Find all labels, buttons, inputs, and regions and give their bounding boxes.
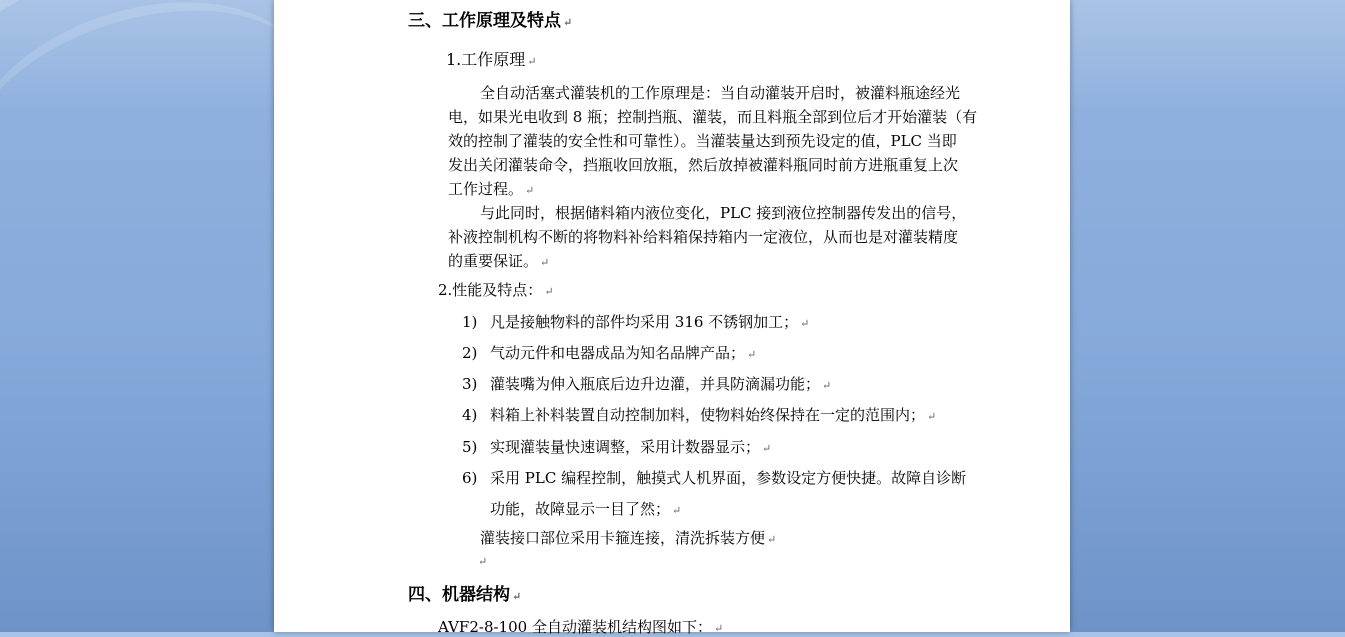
paragraph-mark-icon: ↵ [713, 622, 724, 635]
paragraph-mark-icon: ↵ [478, 555, 488, 568]
empty-paragraph [476, 551, 487, 569]
list-item: 1) 凡是接触物料的部件均采用 316 不锈钢加工； ↵ [462, 313, 810, 331]
list-item: 4) 料箱上补料装置自动控制加料，使物料始终保持在一定的范围内； ↵ [462, 406, 937, 424]
paragraph-mark-icon: ↵ [747, 348, 757, 361]
subsection-1-heading: 1.工作原理 ↵ [446, 50, 537, 69]
text-line: 发出关闭灌装命令，挡瓶收回放瓶，然后放掉被灌料瓶同时前方进瓶重复上次 [448, 156, 959, 174]
section-3-heading: 三、工作原理及特点 ↵ [408, 11, 573, 31]
list-item: 2) 气动元件和电器成品为知名品牌产品； ↵ [462, 344, 757, 362]
paragraph-mark-icon: ↵ [563, 16, 573, 29]
document-page[interactable] [274, 0, 1070, 636]
list-item: 6) 采用 PLC 编程控制，触摸式人机界面，参数设定方便快捷。故障自诊断 [462, 469, 967, 487]
paragraph-mark-icon: ↵ [767, 533, 777, 546]
list-item: 3) 灌装嘴为伸入瓶底后边升边灌，并具防滴漏功能； ↵ [462, 375, 832, 393]
paragraph-mark-icon: ↵ [527, 55, 537, 68]
paragraph-mark-icon: ↵ [800, 317, 810, 330]
paragraph-mark-icon: ↵ [762, 442, 772, 455]
paragraph-mark-icon: ↵ [525, 184, 535, 197]
paragraph-mark-icon: ↵ [927, 410, 937, 423]
list-item-continuation: 功能，故障显示一目了然； ↵ [490, 500, 682, 518]
paragraph-mark-icon: ↵ [540, 256, 550, 269]
text-line: 效的控制了灌装的安全性和可靠性）。当灌装量达到预先设定的值，PLC 当即 [448, 132, 957, 150]
paragraph-mark-icon: ↵ [544, 285, 554, 298]
paragraph-mark-icon: ↵ [672, 504, 682, 517]
text-line: 电，如果光电收到 8 瓶；控制挡瓶、灌装，而且料瓶全部到位后才开始灌装（有 [448, 108, 978, 126]
section-4-heading: 四、机器结构 ↵ [408, 585, 522, 605]
list-item: 5) 实现灌装量快速调整，采用计数器显示； ↵ [462, 438, 772, 456]
extra-feature-line: 灌装接口部位采用卡箍连接，清洗拆装方便 ↵ [480, 529, 777, 547]
paragraph-working-principle [448, 81, 988, 203]
text-line: 的重要保证。 ↵ [448, 252, 550, 270]
paragraph-mark-icon: ↵ [822, 379, 832, 392]
paragraph-liquid-level [448, 201, 988, 275]
paragraph-mark-icon: ↵ [512, 590, 522, 603]
subsection-2-heading: 2.性能及特点： ↵ [438, 281, 554, 299]
text-line: 工作过程。 ↵ [448, 180, 535, 198]
text-line: 全自动活塞式灌装机的工作原理是：当自动灌装开启时，被灌料瓶途经光 [480, 84, 961, 102]
text-line: 与此同时，根据储料箱内液位变化，PLC 接到液位控制器传发出的信号， [480, 204, 967, 222]
structure-intro-line: AVF2-8-100 全自动灌装机结构图如下： ↵ [438, 618, 724, 636]
text-line: 补液控制机构不断的将物料补给料箱保持箱内一定液位，从而也是对灌装精度 [448, 228, 959, 246]
